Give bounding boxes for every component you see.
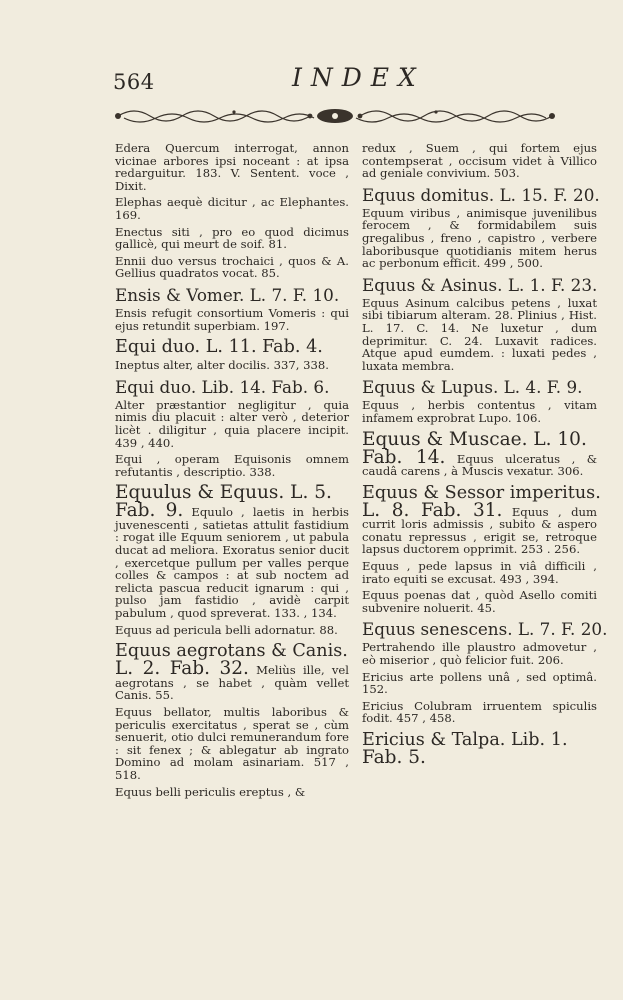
index-entry: Equus poenas dat , quòd Asello comiti subvenire noluerit. 45. [362,588,597,615]
index-entry [362,747,597,768]
page-number: 564 [113,70,155,94]
index-entry: Equus Asinum calcibus petens , luxat sibi tibiarum alteram. 28. Plinius , Hist. L. 17. C. 14. Ne luxetur , dum deprimitur. C. 24. Luxavit radices. Atque apud eumdem. : luxati pedes , luxata membra. [362,295,597,373]
index-heading: Ensis & Vomer. L. 7. F. 10. [115,284,340,305]
index-heading: Equus & Lupus. L. 4. F. 9. [362,377,583,398]
index-heading: Equus aegrotans & Canis. [115,641,348,662]
index-heading: Equi duo. L. 11. Fab. 4. [115,337,323,358]
index-entry: Equus , herbis contentus , vitam infamem exprobrat Lupo. 106. [362,398,597,425]
index-entry: Elephas aequè dicitur , ac Elephantes. 169. [115,195,349,222]
fable-reference: Fab. 5. [362,747,426,768]
index-entry: Ericius arte pollens unâ , sed optimâ. 152. [362,669,597,697]
index-heading: Equus & Muscae. L. 10. [362,428,587,450]
fable-reference: L. 2. Fab. 32. [115,658,249,680]
entry-text: Meliùs ille, vel aegrotans , se habet , quàm vellet Canis. 55. [115,663,350,703]
index-entry: Ennii duo versus trochaici , quos & A. Gellius quadratos vocat. 85. [115,253,349,281]
ornament-headpiece-icon [114,104,556,128]
entry-text: Equulo , laetis in herbis juvenescenti , satietas attulit fastidium : rogat ille Equum seniorem , ut pabula ducat ad meliora. Exoratus senior ducit , exercetque pullum per valles perque colles & campos : at sub noctem ad relicta pascua reducit ignarum : qui , pulso jam fastidio , avidè carpit pabulum , quod spreverat. 133. , 134. [115,505,349,621]
index-entry [362,446,598,479]
index-entry: Equi , operam Equisonis omnem refutantis , descriptio. 338. [115,452,349,479]
index-entry: Enectus siti , pro eo quod dicimus gallicè, qui meurt de soif. 81. [115,224,349,252]
index-entry: Edera Quercum interrogat, annon vicinae arbores ipsi noceant : at ipsa redarguitur. 183. V. Sentent. voce , Dixit. [115,141,349,193]
index-heading: Equus domitus. L. 15. F. 20. [362,184,600,205]
index-heading: Equi duo. Lib. 14. Fab. 6. [115,376,330,397]
entry-text: Equus ulceratus , & caudâ carens , à Muscis vexatur. 306. [362,451,598,479]
index-entry [362,499,597,557]
index-entry: Ensis refugit consortium Vomeris : qui ejus retundit superbiam. 197. [115,305,349,333]
index-entry: Pertrahendo ille plaustro admovetur , eò miserior , quò felicior fuit. 206. [362,640,597,668]
index-entry: Equum viribus , animisque juvenilibus ferocem , & formidabilem suis gregalibus , freno , capistro , verbere laboribusque quotidianis mitem herus ac perbonum efficit. 499 , 500. [362,205,597,271]
entry-text: Equus , dum currit loris admissis , subito & aspero conatu repressus , erigit se, retroque lapsus ductorem opprimit. 253 . 256. [362,504,597,557]
fable-reference: Fab. 9. [115,500,184,522]
index-entry [115,500,349,621]
index-heading: Equus & Sessor imperitus. [362,482,601,503]
index-heading: Ericius & Talpa. Lib. 1. [362,730,568,750]
index-entry: Equus ad pericula belli adornatur. 88. [115,622,338,637]
index-entry: Equus bellator, multis laboribus & periculis exercitatus , sperat se , cùm senuerit, otio dulci remunerandum fore : sit fenex ; & ablegatur ab ingrato Domino ad molam asinariam. 517 , 518. [115,705,349,782]
index-entry: redux , Suem , qui fortem ejus contempserat , occisum videt à Villico ad geniale convivium. 503. [362,141,597,181]
index-heading: Equus & Asinus. L. 1. F. 23. [362,274,598,295]
fable-reference: Fab. 14. [362,446,446,468]
fable-reference: L. 8. Fab. 31. [362,499,503,521]
running-head: INDEX [292,63,425,92]
index-entry [115,658,350,703]
right-column [362,141,608,770]
left-column [115,142,349,802]
index-heading: Equulus & Equus. L. 5. [115,482,332,504]
index-entry: Equus , pede lapsus in viâ difficili , irato equiti se excusat. 493 , 394. [362,559,597,586]
index-entry: Alter præstantior negligitur , quia nimis diu placuit : alter verò , deterior licèt . diligitur , quia placere incipit. 439 , 440. [115,397,349,450]
index-entry: Ericius Colubram irruentem spiculis fodit. 457 , 458. [362,698,597,726]
index-entry: Equus belli periculis ereptus , & [115,784,306,799]
index-heading: Equus senescens. L. 7. F. 20. [362,619,608,640]
index-entry: Ineptus alter, alter docilis. 337, 338. [115,358,329,373]
